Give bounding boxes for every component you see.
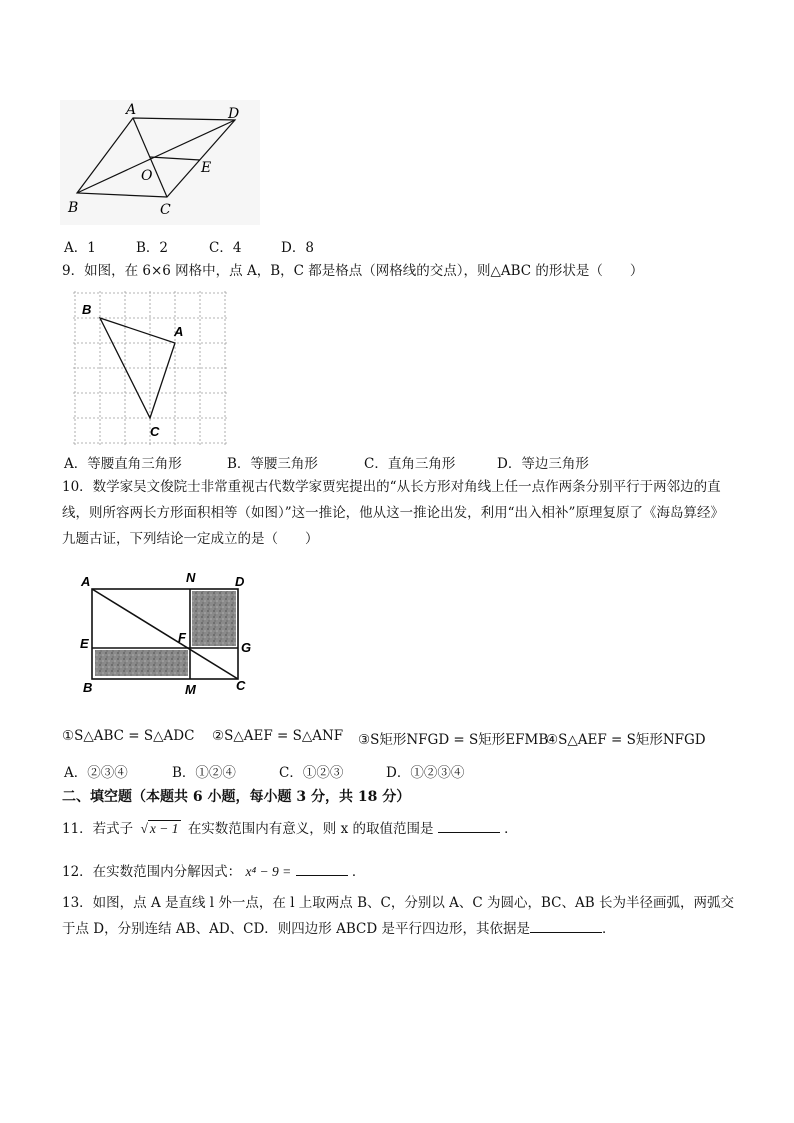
q11-text-before: 11．若式子 xyxy=(62,821,134,837)
q8-option-c: C．4 xyxy=(209,240,242,256)
q12-text-before: 12．在实数范围内分解因式： xyxy=(62,864,242,880)
q10-statement-4: ④S△AEF = S矩形NFGD xyxy=(546,732,706,748)
label-b: B xyxy=(82,302,92,317)
q8-option-d: D．8 xyxy=(281,240,314,256)
label-c: C xyxy=(160,202,171,218)
q12-answer-blank[interactable] xyxy=(296,861,348,876)
label-c: C xyxy=(236,678,246,693)
q10-statement-2: ②S△AEF = S△ANF xyxy=(212,728,344,744)
q13-text: 13．如图，点 A 是直线 l 外一点，在 l 上取两点 B、C，分别以 A、C 为圆心，BC、AB 长为半径画弧，两弧交于点 D，分别连结 AB、AD、CD．则四边形 ABCD 是平行四边形，其依据是 xyxy=(62,895,734,937)
q8-option-b: B．2 xyxy=(136,240,169,256)
label-d: D xyxy=(228,106,240,122)
q9-option-b: B．等腰三角形 xyxy=(227,456,318,472)
label-c: C xyxy=(150,424,160,439)
label-g: G xyxy=(241,640,252,655)
label-a: A xyxy=(81,574,91,589)
label-b: B xyxy=(83,680,93,695)
q10-rectangle-figure xyxy=(75,568,265,698)
label-e: E xyxy=(201,160,212,176)
q11-question xyxy=(62,818,518,839)
q10-option-d: D．①②③④ xyxy=(386,765,465,781)
q9-grid-figure xyxy=(70,288,230,448)
q13-question xyxy=(62,890,734,942)
label-m: M xyxy=(185,682,196,697)
q13-answer-blank[interactable] xyxy=(530,918,602,933)
q10-statement-1: ①S△ABC = S△ADC xyxy=(62,728,195,744)
label-a: A xyxy=(126,102,137,118)
q10-option-a: A．②③④ xyxy=(64,765,128,781)
label-e: E xyxy=(80,636,89,651)
q10-option-b: B．①②④ xyxy=(172,765,236,781)
q12-text-end: ． xyxy=(351,864,366,880)
label-d: D xyxy=(235,574,245,589)
label-b: B xyxy=(68,200,79,216)
q11-radicand: x − 1 xyxy=(149,821,179,836)
q11-text-end: ． xyxy=(504,821,518,837)
label-n: N xyxy=(186,570,196,585)
q11-sqrt-expression: √ x − 1 xyxy=(140,821,179,836)
label-f: F xyxy=(178,630,186,645)
q9-option-c: C．直角三角形 xyxy=(364,456,456,472)
q13-text-end: ． xyxy=(601,921,616,937)
q11-answer-blank[interactable] xyxy=(438,818,500,833)
q8-parallelogram-figure xyxy=(60,100,260,225)
label-o: O xyxy=(141,168,153,184)
q10-question: 10．数学家吴文俊院士非常重视古代数学家贾宪提出的“从长方形对角线上任一点作两条分别平行于两邻边的直线，则所容两长方形面积相等（如图）”这一推论，他从这一推论出发，利用“出入相补”原理复原了《海岛算经》九题古证，下列结论一定成立的是（ ） xyxy=(62,479,724,547)
section-heading-fill-in: 二、填空题（本题共 6 小题，每小题 3 分，共 18 分） xyxy=(62,789,411,805)
q12-expression: x⁴ − 9 = xyxy=(245,864,292,879)
q10-statement-3: ③S矩形NFGD = S矩形EFMB xyxy=(358,732,549,748)
label-a: A xyxy=(174,324,184,339)
grid-lines xyxy=(73,291,227,446)
q11-text-after: 在实数范围内有意义，则 x 的取值范围是 xyxy=(187,821,434,837)
q9-question: 9．如图，在 6×6 网格中，点 A，B，C 都是格点（网格线的交点），则△ABC 的形状是（ ） xyxy=(62,263,644,279)
q10-option-c: C．①②③ xyxy=(279,765,344,781)
q9-option-a: A．等腰直角三角形 xyxy=(64,456,182,472)
shaded-rect-efmb xyxy=(95,650,188,676)
q8-option-a: A．1 xyxy=(64,240,96,256)
shaded-rect-nfgd xyxy=(192,591,236,646)
q9-option-d: D．等边三角形 xyxy=(497,456,589,472)
q12-question xyxy=(62,861,365,882)
